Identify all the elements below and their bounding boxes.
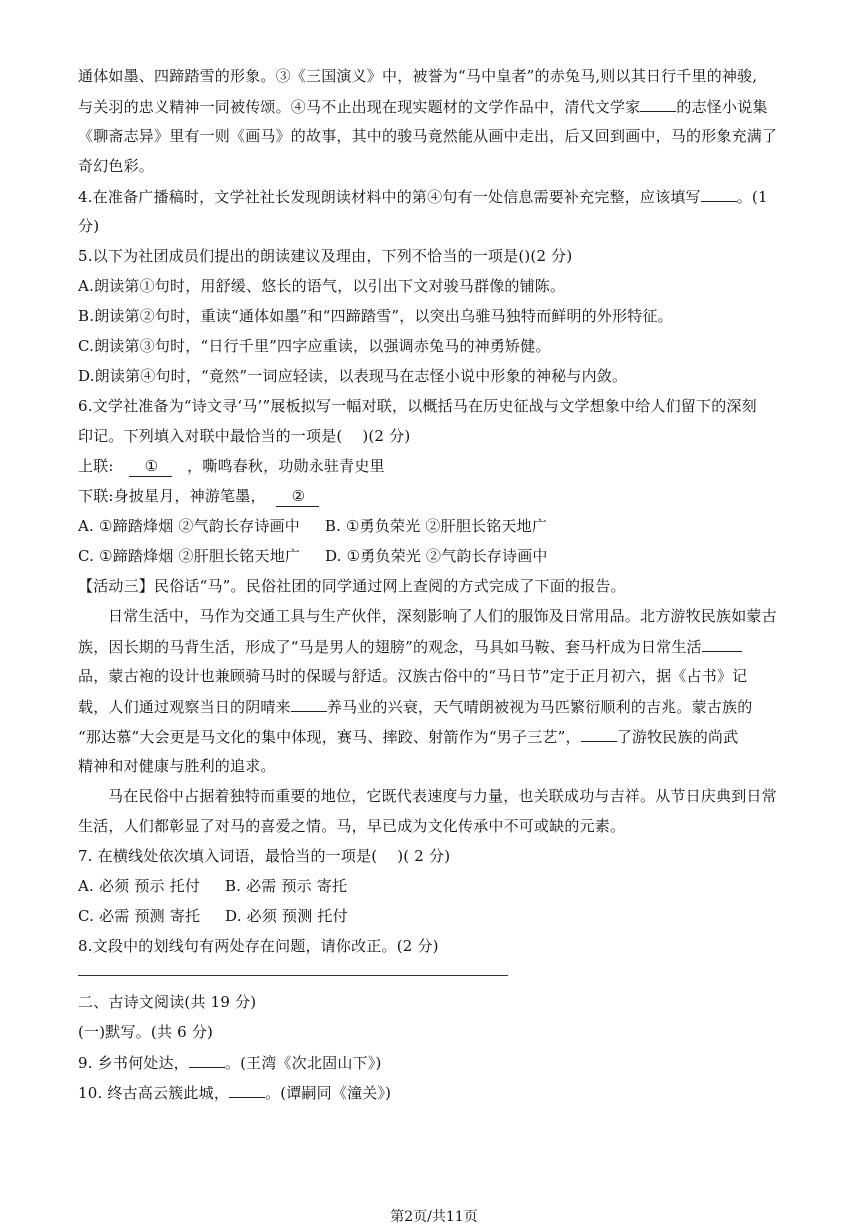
question-9: 9. 乡书何处达， 。(王湾《次北固山下》)	[78, 1054, 382, 1072]
report-line: 马在民俗中占据着独特而重要的地位，它既代表速度与力量，也关联成功与吉祥。从节日庆典到日常	[108, 787, 777, 805]
report-line: 族，因长期的马背生活，形成了“马是男人的翅膀”的观念，马具如马鞍、套马杆成为日常生活	[78, 636, 742, 657]
question-10: 10. 终古高云簇此城， 。(谭嗣同《潼关》)	[78, 1084, 392, 1102]
question-5-stem: 5.以下为社团成员们提出的朗读建议及理由，下列不恰当的一项是()(2 分)	[78, 247, 573, 265]
passage-line: 与关羽的忠义精神一同被传颂。④马不止出现在现实题材的文学作品中，清代文学家 的志怪小说集	[78, 98, 768, 116]
option-c[interactable]: C.朗读第③句时，“日行千里”四字应重读，以强调赤兔马的神勇矫健。	[78, 337, 551, 355]
option-a[interactable]: A.朗读第①句时，用舒缓、悠长的语气，以引出下文对骏马群像的铺陈。	[78, 277, 566, 295]
couplet-lower: 下联:身披星月，神游笔墨， ②	[78, 486, 319, 507]
q7-options-ab[interactable]: A. 必须 预示 托付 B. 必需 预示 寄托	[78, 877, 348, 895]
activity-3-title: 【活动三】民俗话“马”。民俗社团的同学通过网上查阅的方式完成了下面的报告。	[78, 577, 626, 595]
question-8-stem: 8.文段中的划线句有两处存在问题，请你改正。(2 分)	[78, 937, 439, 955]
blank-1[interactable]: ①	[129, 456, 173, 477]
passage-line: 《聊斋志异》里有一则《画马》的故事，其中的骏马竟然能从画中走出，后又回到画中，马的形象充满了	[78, 127, 778, 145]
passage-line: 奇幻色彩。	[78, 157, 155, 175]
option-b[interactable]: B.朗读第②句时，重读“通体如墨”和“四蹄踏雪”，以突出乌骓马独特而鲜明的外形特征。	[78, 307, 673, 325]
fill-blank[interactable]	[291, 696, 327, 712]
fill-blank[interactable]	[229, 1082, 265, 1098]
report-line: 品，蒙古袍的设计也兼顾骑马时的保暖与舒适。汉族古俗中的“马日节”定于正月初六，据《占书》记	[78, 667, 748, 685]
report-line: 载，人们通过观察当日的阴晴来 养马业的兴衰，天气晴朗被视为马匹繁衍顺利的吉兆。蒙古族的	[78, 698, 753, 716]
option-c[interactable]: C. ①蹄踏烽烟 ②肝胆长铭天地广	[78, 547, 301, 565]
report-line: 精神和对健康与胜利的追求。	[78, 757, 276, 775]
section-2-title: 二、古诗文阅读(共 19 分)	[78, 993, 257, 1011]
question-4-cont: 分)	[78, 217, 100, 235]
fill-blank[interactable]	[640, 96, 676, 112]
question-4: 4.在准备广播稿时，文学社社长发现朗读材料中的第④句有一处信息需要补充完整，应该填写 。(1	[78, 188, 768, 206]
section-2-sub: (一)默写。(共 6 分)	[78, 1023, 214, 1041]
q7-options-cd[interactable]: C. 必需 预测 寄托 D. 必须 预测 托付	[78, 907, 348, 925]
report-line: 生活，人们都彰显了对马的喜爱之情。马，早已成为文化传承中不可或缺的元素。	[78, 817, 626, 835]
question-6-stem-cont: 印记。下列填入对联中最恰当的一项是( )(2 分)	[78, 427, 411, 445]
fill-blank[interactable]	[189, 1052, 225, 1068]
report-line: 日常生活中，马作为交通工具与生产伙伴，深刻影响了人们的服饰及日常用品。北方游牧民族如蒙古	[108, 607, 777, 625]
page-number: 第2页/共11页	[390, 1209, 478, 1225]
q6-options-ab	[78, 516, 547, 536]
fill-blank[interactable]	[701, 186, 737, 202]
question-6-stem: 6.文学社准备为“诗文寻‘马’”展板拟写一幅对联，以概括马在历史征战与文学想象中给人们留下的深刻	[78, 397, 757, 415]
couplet-upper: 上联: ① ，嘶鸣春秋，功勋永驻青史里	[78, 457, 385, 475]
answer-line[interactable]	[78, 975, 508, 976]
q6-options-cd	[78, 546, 548, 566]
question-7-stem: 7. 在横线处依次填入词语，最恰当的一项是( )( 2 分)	[78, 847, 451, 865]
fill-blank[interactable]	[581, 726, 617, 742]
fill-blank[interactable]	[702, 636, 742, 652]
option-d[interactable]: D. ①勇负荣光 ②气韵长存诗画中	[324, 547, 548, 565]
blank-2[interactable]: ②	[276, 486, 320, 507]
option-a[interactable]: A. ①蹄踏烽烟 ②气韵长存诗画中	[78, 517, 300, 535]
passage-line: 通体如墨、四蹄踏雪的形象。③《三国演义》中，被誉为“马中皇者”的赤兔马,则以其日行千里的神骏,	[78, 67, 758, 85]
option-d[interactable]: D.朗读第④句时，“竟然”一词应轻读，以表现马在志怪小说中形象的神秘与内敛。	[78, 367, 628, 385]
option-b[interactable]: B. ①勇负荣光 ②肝胆长铭天地广	[324, 517, 548, 535]
report-line: “那达慕”大会更是马文化的集中体现，赛马、摔跤、射箭作为“男子三艺”， 了游牧民族的尚武	[78, 728, 739, 746]
